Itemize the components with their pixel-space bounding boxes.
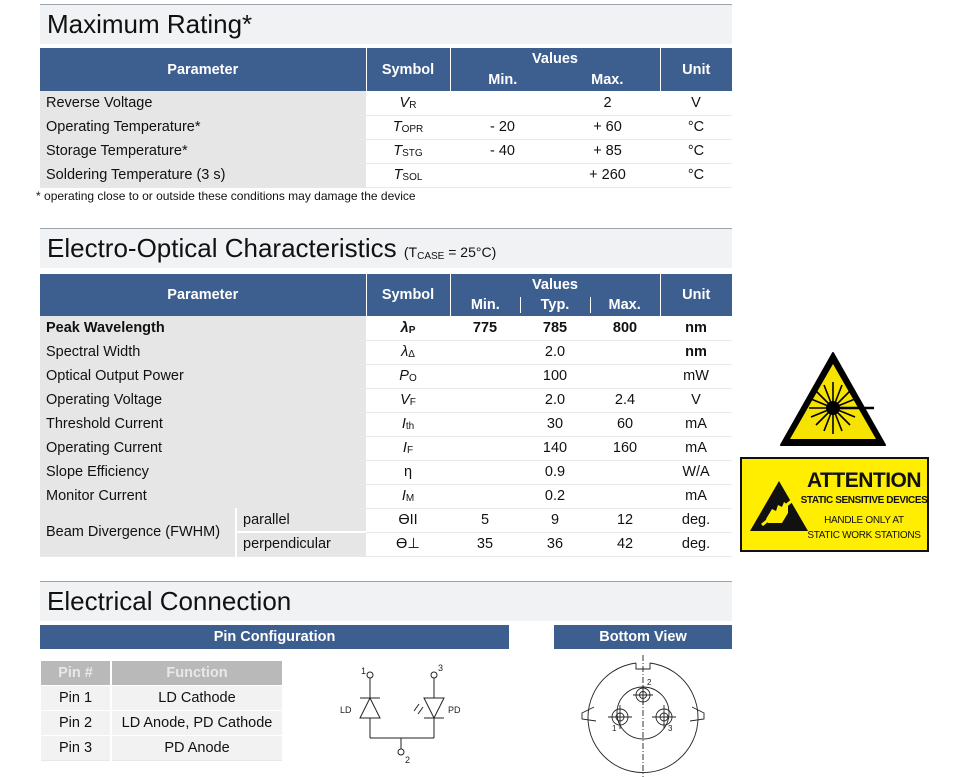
pin-config-header: Pin Configuration	[40, 625, 509, 649]
param-cell: Threshold Current	[40, 412, 366, 436]
symbol-cell: $V_R$	[399, 94, 417, 111]
col-max: Max.	[591, 72, 624, 88]
bottom-pin1-label: 1	[612, 724, 617, 733]
eo-condition: $(T_{CASE} = 25^\circ C)$	[403, 244, 497, 262]
electrical-title-bar	[40, 581, 732, 621]
beam-sub-cell: perpendicular	[236, 532, 366, 556]
table-row	[40, 436, 732, 460]
typ-cell: 9	[550, 512, 560, 528]
pin-cell: Pin 2	[41, 711, 111, 736]
col-symbol: Symbol	[366, 48, 450, 91]
param-cell: Monitor Current	[40, 484, 366, 508]
min-cell	[450, 163, 555, 187]
table-row	[41, 711, 283, 736]
function-cell: PD Anode	[111, 736, 283, 761]
pin-table	[41, 661, 284, 761]
max-cell	[590, 340, 660, 364]
param-cell: Operating Current	[40, 436, 366, 460]
min-cell: 35	[476, 536, 494, 552]
col-max: Max.	[608, 297, 641, 313]
col-min: Min.	[488, 72, 518, 88]
symbol-cell: ϴ⊥	[396, 536, 420, 552]
max-cell: + 60	[593, 119, 622, 135]
max-cell: + 260	[589, 167, 626, 183]
table-row	[40, 139, 732, 163]
symbol-cell: $T_{SOL}$	[393, 167, 423, 183]
typ-cell: 30	[546, 416, 564, 432]
footnote-text: operating close to or outside these conditions may damage the device	[44, 189, 416, 203]
electrical-title: Electrical Connection	[47, 586, 292, 616]
max-cell: 42	[616, 536, 634, 552]
param-cell: Operating Temperature*	[40, 115, 366, 139]
attention-heading: ATTENTION	[806, 469, 922, 492]
symbol-cell: $T_{OPR}$	[392, 119, 424, 135]
esd-attention-label	[740, 457, 929, 552]
bottom-pin3-label: 3	[668, 724, 673, 733]
param-cell: Soldering Temperature (3 s)	[40, 163, 366, 187]
unit-cell: deg.	[681, 536, 711, 552]
typ-cell: 2.0	[544, 392, 566, 408]
table-row	[40, 91, 732, 115]
function-cell: LD Anode, PD Cathode	[111, 711, 283, 736]
typ-cell: 2.0	[544, 344, 566, 360]
col-parameter: Parameter	[40, 48, 366, 91]
symbol-cell: $T_{STG}$	[393, 143, 423, 159]
function-cell: LD Cathode	[111, 686, 283, 711]
attention-line1: STATIC SENSITIVE DEVICES	[800, 495, 928, 506]
typ-cell: 36	[546, 536, 564, 552]
max-cell: 800	[612, 319, 638, 336]
symbol-cell: ϴII	[398, 512, 418, 528]
symbol-cell: $V_F$	[400, 392, 416, 408]
param-cell: Optical Output Power	[40, 364, 366, 388]
table-row	[40, 484, 732, 508]
attention-line3: STATIC WORK STATIONS	[807, 530, 921, 541]
schem-ld-label: LD	[340, 705, 352, 715]
min-cell: - 40	[490, 143, 515, 159]
schem-pin2-label: 2	[405, 755, 411, 765]
pin-cell: Pin 1	[41, 686, 111, 711]
unit-cell: V	[691, 94, 701, 111]
param-cell: Storage Temperature*	[40, 139, 366, 163]
max-cell: 12	[616, 512, 634, 528]
max-cell: 60	[616, 416, 634, 432]
schem-pd-label: PD	[448, 705, 461, 715]
table-row	[40, 508, 732, 532]
unit-cell: V	[691, 392, 701, 408]
max-cell	[590, 484, 660, 508]
col-unit: Unit	[660, 48, 732, 91]
unit-cell: °C	[687, 143, 705, 159]
table-row	[41, 736, 283, 761]
col-pin: Pin #	[41, 661, 111, 686]
typ-cell: 0.9	[544, 464, 566, 480]
max-cell	[590, 460, 660, 484]
laser-warning-icon	[778, 350, 888, 448]
typ-cell: 785	[542, 319, 568, 336]
min-cell: 775	[472, 319, 498, 336]
unit-cell: W/A	[682, 464, 710, 480]
col-unit: Unit	[660, 274, 732, 316]
table-row	[40, 163, 732, 187]
col-symbol: Symbol	[366, 274, 450, 316]
beam-sub-cell: parallel	[236, 508, 366, 532]
col-min: Min.	[470, 297, 500, 313]
unit-cell: °C	[687, 167, 705, 183]
unit-cell: deg.	[681, 512, 711, 528]
unit-cell: nm	[685, 319, 707, 336]
pin-schematic-diagram	[330, 660, 470, 768]
max-cell: 2	[603, 94, 612, 111]
table-row	[40, 412, 732, 436]
symbol-cell: $P_O$	[399, 368, 417, 384]
typ-cell: 0.2	[544, 488, 566, 504]
max-rating-title: Maximum Rating*	[47, 9, 253, 39]
values-label: Values	[532, 51, 578, 67]
min-cell	[450, 340, 520, 364]
footnote-star: *	[36, 189, 41, 203]
min-cell	[450, 91, 555, 115]
unit-cell: mA	[685, 416, 707, 432]
footnote	[36, 189, 416, 203]
table-row	[40, 388, 732, 412]
bottom-view-diagram	[578, 655, 708, 777]
table-row	[40, 115, 732, 139]
max-cell: 160	[612, 440, 638, 456]
min-cell	[450, 460, 520, 484]
col-parameter: Parameter	[40, 274, 366, 316]
min-cell	[450, 436, 520, 460]
attention-line2: HANDLE ONLY AT	[824, 515, 904, 526]
symbol-cell: $I_M$	[401, 488, 415, 504]
values-label: Values	[532, 277, 578, 293]
col-values	[450, 274, 660, 316]
eo-title-bar	[40, 228, 732, 268]
pin-cell: Pin 3	[41, 736, 111, 761]
eo-table	[40, 274, 732, 557]
table-row	[40, 460, 732, 484]
max-rating-title-bar	[40, 4, 732, 44]
max-rating-table	[40, 48, 732, 188]
symbol-cell: $\lambda_P$	[400, 319, 416, 336]
unit-cell: mA	[685, 440, 707, 456]
symbol-cell: $\lambda_\Delta$	[401, 344, 415, 360]
bottom-pin2-label: 2	[647, 678, 652, 687]
min-cell	[450, 484, 520, 508]
min-cell	[450, 412, 520, 436]
max-cell: 2.4	[614, 392, 636, 408]
param-cell: Slope Efficiency	[40, 460, 366, 484]
param-cell: Peak Wavelength	[40, 316, 366, 340]
schem-pin1-label: 1	[361, 666, 367, 676]
symbol-cell: $I_F$	[402, 440, 414, 456]
min-cell: 5	[480, 512, 490, 528]
unit-cell: nm	[685, 344, 707, 360]
col-typ: Typ.	[540, 297, 570, 313]
schem-pin3-label: 3	[438, 663, 444, 673]
typ-cell: 100	[542, 368, 568, 384]
beam-param-cell: Beam Divergence (FWHM)	[40, 508, 236, 556]
table-row	[40, 364, 732, 388]
unit-cell: mA	[685, 488, 707, 504]
min-cell	[450, 388, 520, 412]
param-cell: Spectral Width	[40, 340, 366, 364]
table-row	[40, 316, 732, 340]
col-function: Function	[111, 661, 283, 686]
symbol-cell: η	[403, 464, 413, 480]
symbol-cell: $I_{th}$	[401, 416, 415, 432]
table-row	[40, 340, 732, 364]
min-cell: - 20	[490, 119, 515, 135]
unit-cell: °C	[687, 119, 705, 135]
param-cell: Reverse Voltage	[40, 91, 366, 115]
table-row	[41, 686, 283, 711]
unit-cell: mW	[683, 368, 709, 384]
max-cell: + 85	[593, 143, 622, 159]
typ-cell: 140	[542, 440, 568, 456]
eo-title: Electro-Optical Characteristics	[47, 233, 397, 263]
max-cell	[590, 364, 660, 388]
min-cell	[450, 364, 520, 388]
param-cell: Operating Voltage	[40, 388, 366, 412]
col-values	[450, 48, 660, 91]
bottom-view-header: Bottom View	[554, 625, 732, 649]
